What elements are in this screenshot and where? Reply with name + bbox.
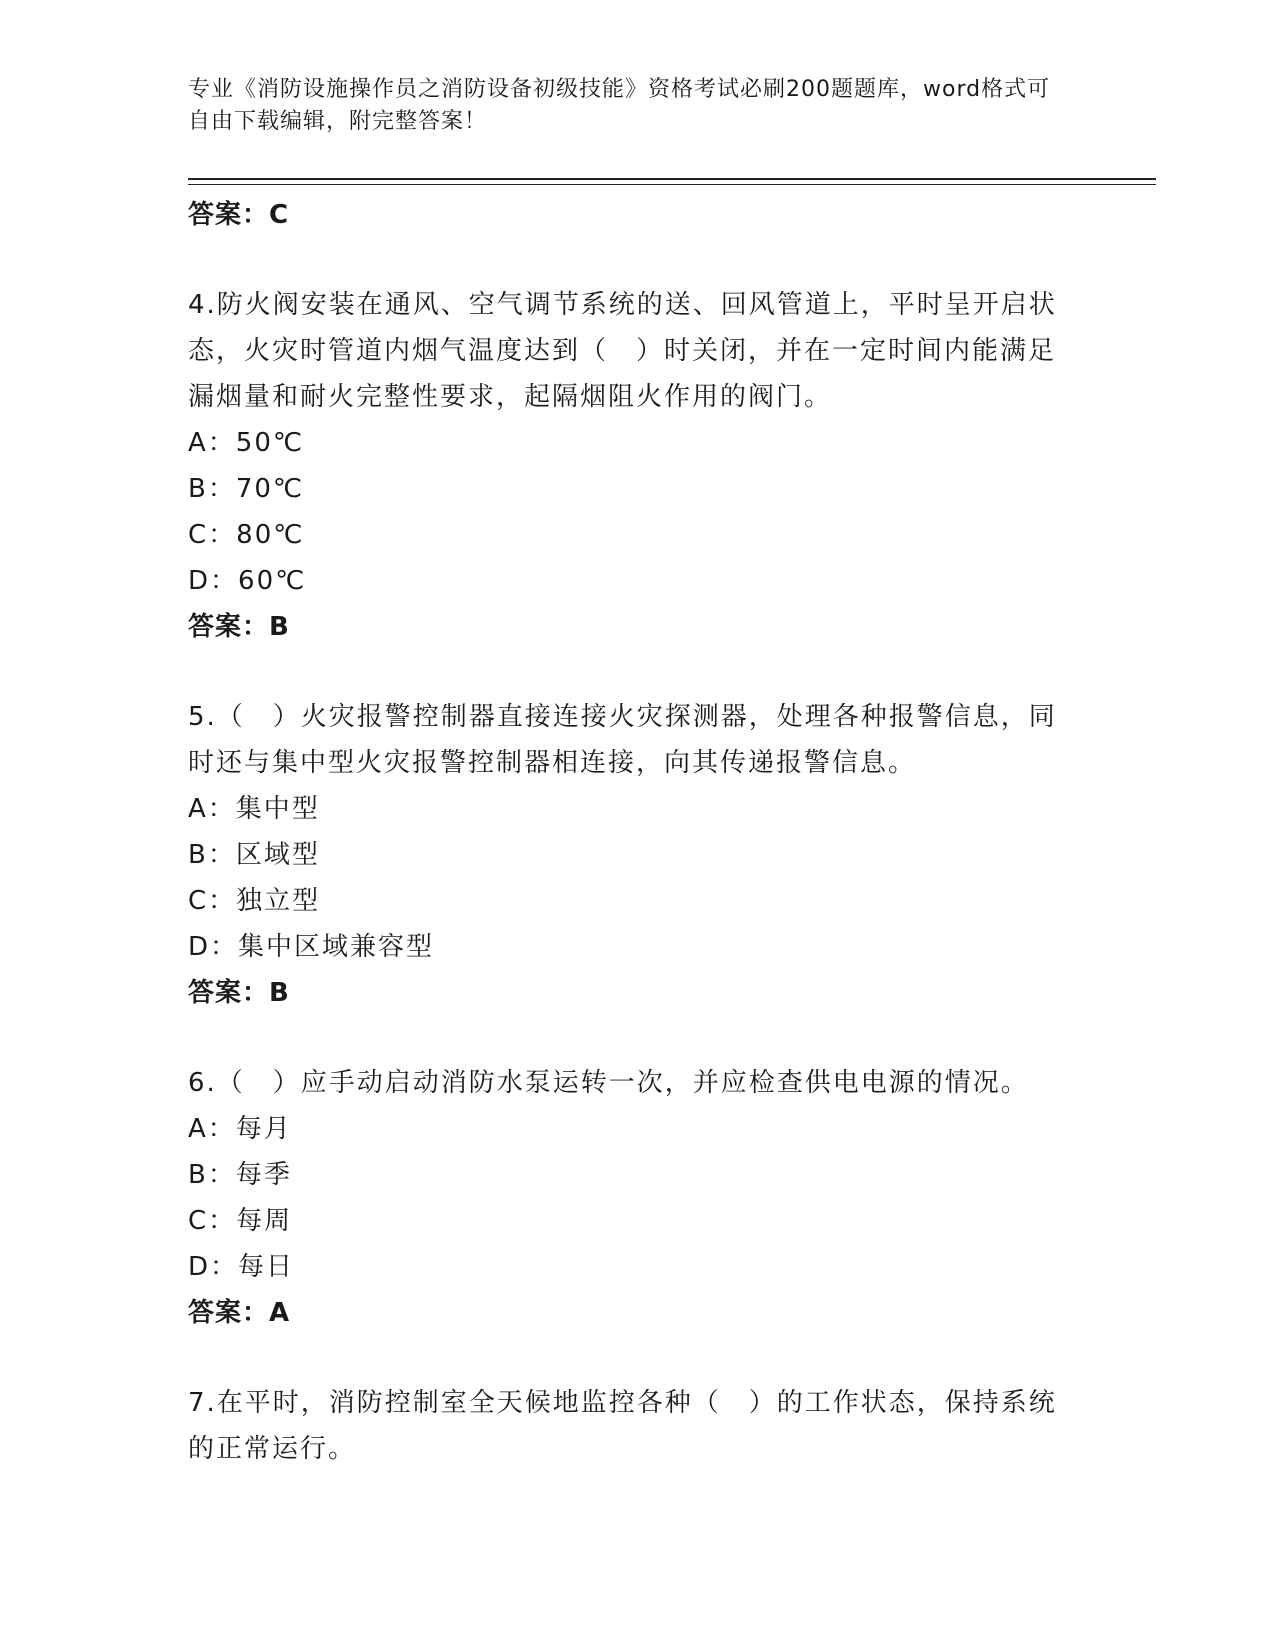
option-d: D：集中区域兼容型 bbox=[188, 932, 435, 962]
option-a: A：每月 bbox=[188, 1114, 292, 1144]
option-a: A：集中型 bbox=[188, 794, 320, 824]
question-item bbox=[188, 694, 1068, 1016]
header-divider-thick bbox=[188, 178, 1156, 180]
question-item bbox=[188, 1380, 1068, 1472]
question-stem: 7.在平时，消防控制室全天候地监控各种（ ）的工作状态，保持系统的正常运行。 bbox=[188, 1388, 1057, 1464]
question-item bbox=[188, 282, 1068, 650]
question-list bbox=[188, 190, 1068, 1472]
option-b: B：区域型 bbox=[188, 840, 320, 870]
answer-line: 答案：A bbox=[188, 1298, 291, 1328]
answer-line: 答案：B bbox=[188, 978, 290, 1008]
question-stem: 5.（ ）火灾报警控制器直接连接火灾探测器，处理各种报警信息，同时还与集中型火灾报警控制器相连接，向其传递报警信息。 bbox=[188, 702, 1057, 778]
question-stem: 6.（ ）应手动启动消防水泵运转一次，并应检查供电电源的情况。 bbox=[188, 1068, 1029, 1098]
question-item bbox=[188, 1060, 1068, 1336]
answer-line: 答案：C bbox=[188, 200, 290, 230]
option-d: D：60℃ bbox=[188, 566, 307, 596]
option-c: C：每周 bbox=[188, 1206, 293, 1236]
option-d: D：每日 bbox=[188, 1252, 295, 1282]
option-b: B：70℃ bbox=[188, 474, 305, 504]
question-stem: 4.防火阀安装在通风、空气调节系统的送、回风管道上，平时呈开启状态，火灾时管道内烟气温度达到（ ）时关闭，并在一定时间内能满足漏烟量和耐火完整性要求，起隔烟阻火作用的阀门。 bbox=[188, 290, 1057, 412]
option-b: B：每季 bbox=[188, 1160, 292, 1190]
header-divider-thin bbox=[188, 184, 1156, 185]
option-a: A：50℃ bbox=[188, 428, 305, 458]
answer-line: 答案：B bbox=[188, 612, 290, 642]
option-c: C：独立型 bbox=[188, 886, 321, 916]
document-header: 专业《消防设施操作员之消防设备初级技能》资格考试必刷200题题库，word格式可自由下载编辑，附完整答案！ bbox=[188, 77, 1051, 134]
option-c: C：80℃ bbox=[188, 520, 305, 550]
